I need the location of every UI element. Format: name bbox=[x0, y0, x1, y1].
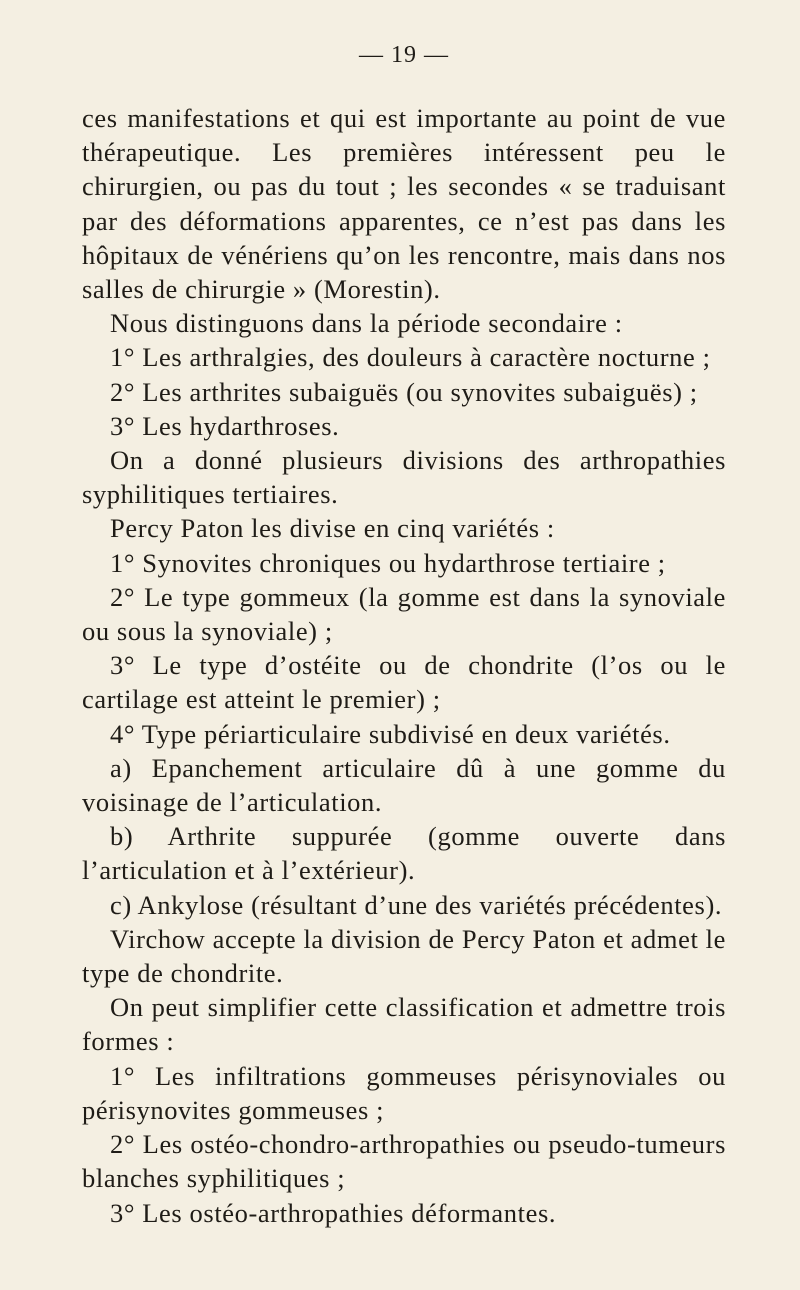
list-item: 3° Les ostéo-arthropathies déformantes. bbox=[110, 1197, 557, 1228]
sub-list-item: a) Epanchement articulaire dû à une gomme du voisinage de l’articulation. bbox=[82, 752, 726, 818]
list-item: 3° Le type d’ostéite ou de chondrite (l’os ou le cartilage est atteint le premier) ; bbox=[82, 650, 726, 715]
list-item: 2° Les arthrites subaiguës (ou synovites subaiguës) ; bbox=[110, 376, 698, 407]
list-item: 1° Les infiltrations gommeuses périsynoviales ou périsynovites gommeuses ; bbox=[82, 1060, 726, 1125]
paragraph: Virchow accepte la division de Percy Paton et admet le type de chondrite. bbox=[82, 923, 726, 989]
list-item: 3° Les hydarthroses. bbox=[110, 410, 340, 441]
paragraph: Nous distinguons dans la période secondaire : bbox=[110, 308, 623, 339]
sub-list-item: b) Arthrite suppurée (gomme ouverte dans l’articulation et à l’extérieur). bbox=[82, 821, 726, 886]
paragraph: Percy Paton les divise en cinq variétés : bbox=[110, 513, 555, 544]
body-text bbox=[82, 101, 726, 1230]
paragraph: On peut simplifier cette classification et admettre trois formes : bbox=[82, 992, 726, 1057]
paragraph: On a donné plusieurs divisions des arthropathies syphilitiques tertiaires. bbox=[82, 445, 726, 510]
list-item: 2° Le type gommeux (la gomme est dans la synoviale ou sous la synoviale) ; bbox=[82, 581, 726, 647]
list-item: 1° Synovites chroniques ou hydarthrose tertiaire ; bbox=[110, 547, 666, 578]
list-item: 4° Type périarticulaire subdivisé en deux variétés. bbox=[110, 718, 671, 749]
list-item: 1° Les arthralgies, des douleurs à caractère nocturne ; bbox=[110, 342, 711, 373]
sub-list-item: c) Ankylose (résultant d’une des variétés précédentes). bbox=[110, 889, 723, 920]
page-number: — 19 — bbox=[359, 42, 449, 68]
list-item: 2° Les ostéo-chondro-arthropathies ou pseudo-tumeurs blanches syphilitiques ; bbox=[82, 1129, 726, 1194]
paragraph: ces manifestations et qui est importante au point de vue thérapeutique. Les premières intéressent peu le chirurgien, ou pas du tout ; les secondes « se traduisant par des déformations apparentes, ce n’est pas dans les hôpitaux de vénériens qu’on les rencontre, mais dans nos salles de chirurgie » (Morestin). bbox=[82, 103, 726, 305]
